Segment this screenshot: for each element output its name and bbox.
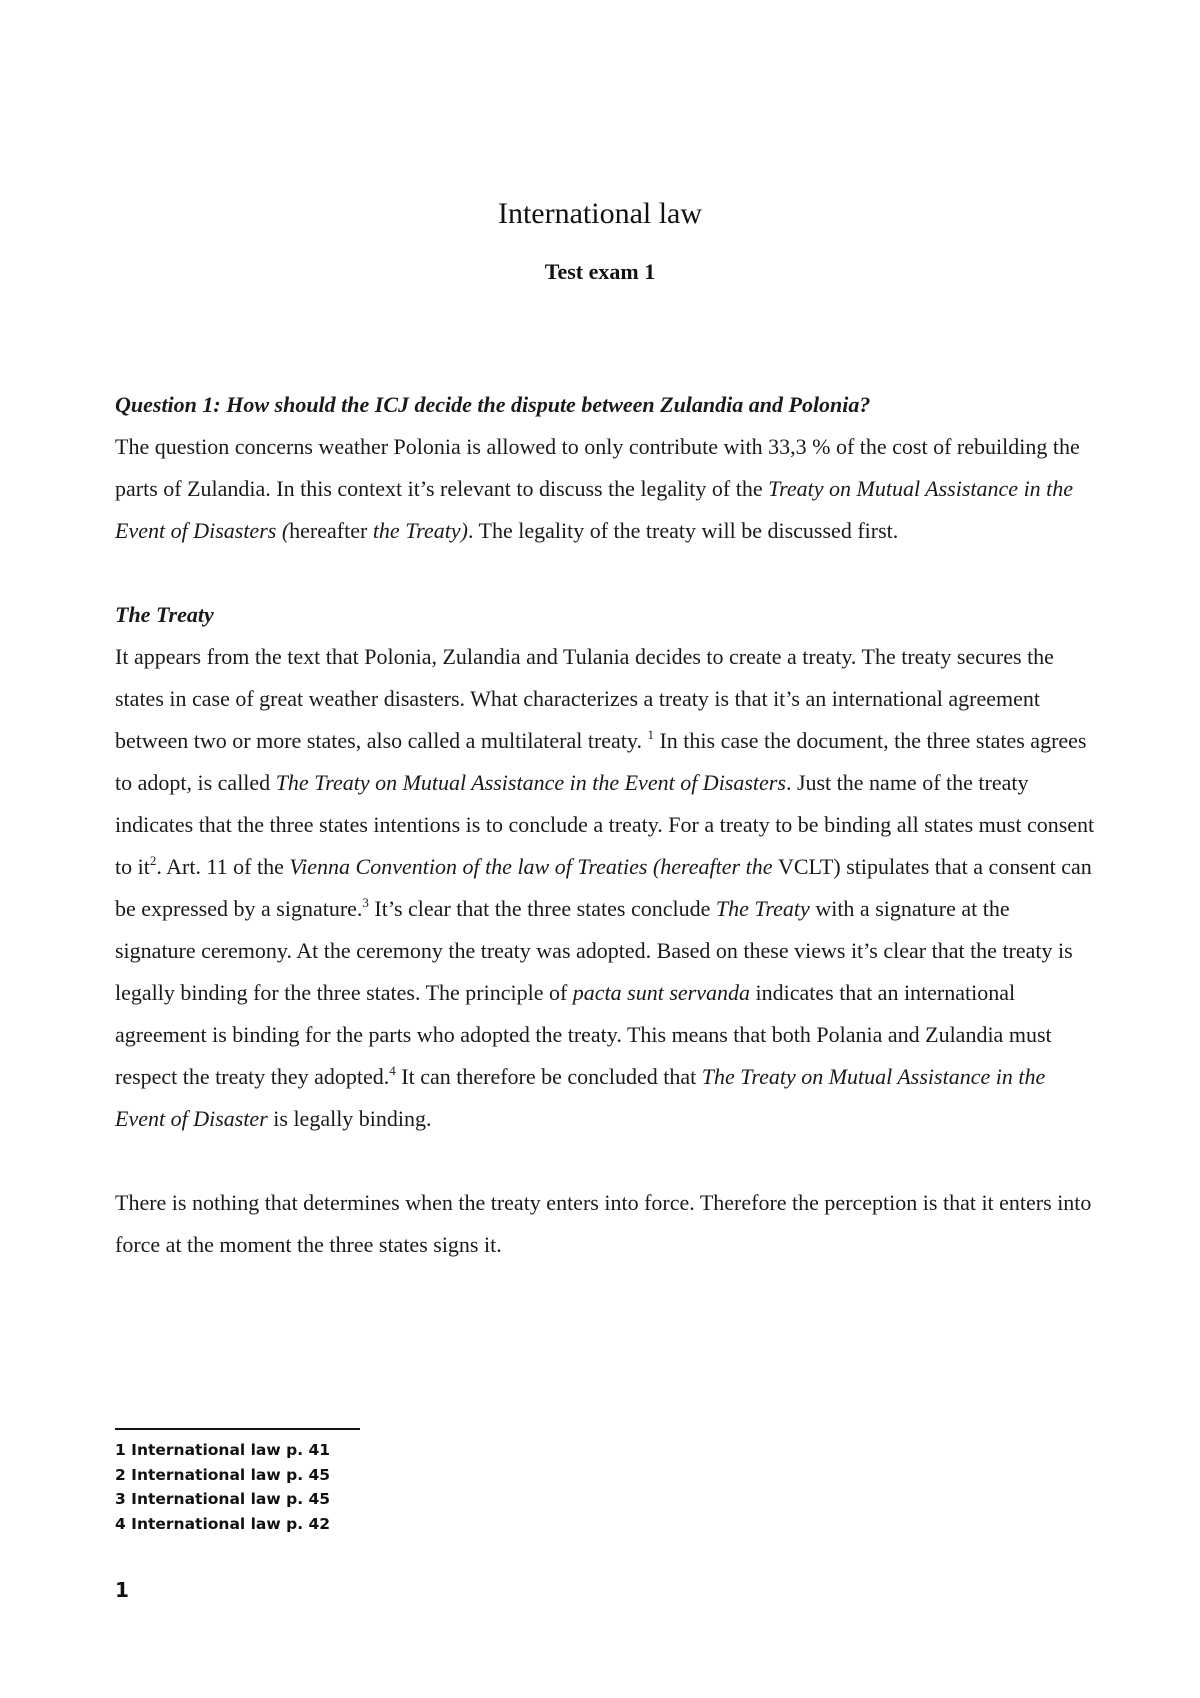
page-number: 1 [115,1578,129,1602]
document-body [115,384,1095,1266]
treaty-name-italic: Treaty on Mutual Assistance in the Event of Disasters ( [115,476,1074,543]
the-treaty-italic: The Treaty [715,896,810,921]
text-run: The question concerns weather Polonia is allowed to only contribute with 33,3 % of the cost of rebuilding the parts of Zulandia. In this context it’s relevant to discuss the legality of the [115,434,1080,501]
text-run: is legally binding. [267,1106,432,1131]
text-run: . Just the name of the treaty indicates that the three states intentions is to conclude a treaty. For a treaty to be binding all states must consent to it [115,770,1095,879]
question-paragraph [115,426,1095,552]
pacta-sunt-servanda-italic: pacta sunt servanda [572,980,750,1005]
document-title: International law [497,197,703,230]
text-run: In this case the document, the three states agrees to adopt, is called [115,728,1087,795]
treaty-paragraph [115,636,1095,1140]
paragraph-gap [115,1140,1095,1182]
the-treaty-italic: the Treaty) [372,518,468,543]
document-subtitle: Test exam 1 [544,259,656,284]
footnote-item-4: 4 International law p. 42 [115,1514,331,1533]
text-run: VCLT) stipulates that a consent can be expressed by a signature. [115,854,1092,921]
treaty-name-italic: The Treaty on Mutual Assistance in the Event of Disasters [275,770,786,795]
footnote-ref-3[interactable]: 3 [362,895,369,910]
footnotes-list [115,1438,330,1536]
entry-into-force-paragraph: There is nothing that determines when the treaty enters into force. Therefore the perception is that it enters into force at the moment the three states signs it. [115,1190,1092,1257]
text-run: with a signature at the signature ceremony. At the ceremony the treaty was adopted. Based on these views it’s clear that the treaty is legally binding for the three states. The principle of [115,896,1073,1005]
footnote-ref-4[interactable]: 4 [389,1063,396,1078]
text-run: It can therefore be concluded that [395,1064,702,1089]
text-run: indicates that an international agreement is binding for the parts who adopted the treaty. This means that both Polania and Zulandia must respect the treaty they adopted. [115,980,1052,1089]
vienna-convention-italic: Vienna Convention of the law of Treaties (hereafter the [289,854,778,879]
paragraph-gap [115,552,1095,594]
footnote-ref-1[interactable]: 1 [647,727,654,742]
question-heading: Question 1: How should the ICJ decide the dispute between Zulandia and Polonia? [115,392,871,417]
text-run: . Art. 11 of the [156,854,290,879]
text-run: hereafter [289,518,373,543]
text-run: It appears from the text that Polonia, Zulandia and Tulania decides to create a treaty. The treaty secures the states in case of great weather disasters. What characterizes a treaty is that it’s an international agreement between two or more states, also called a multilateral treaty. [115,644,1054,753]
treaty-name-italic: The Treaty on Mutual Assistance in the Event of Disaster [115,1064,1046,1131]
text-run: It’s clear that the three states conclude [368,896,716,921]
footnote-item-2: 2 International law p. 45 [115,1465,331,1484]
footnote-item-1: 1 International law p. 41 [115,1441,331,1459]
footnote-separator [115,1428,360,1430]
text-run: . The legality of the treaty will be discussed first. [467,518,899,543]
footnote-item-3: 3 International law p. 45 [115,1490,331,1508]
footnote-ref-2[interactable]: 2 [149,853,157,868]
section-heading-the-treaty: The Treaty [115,602,214,627]
